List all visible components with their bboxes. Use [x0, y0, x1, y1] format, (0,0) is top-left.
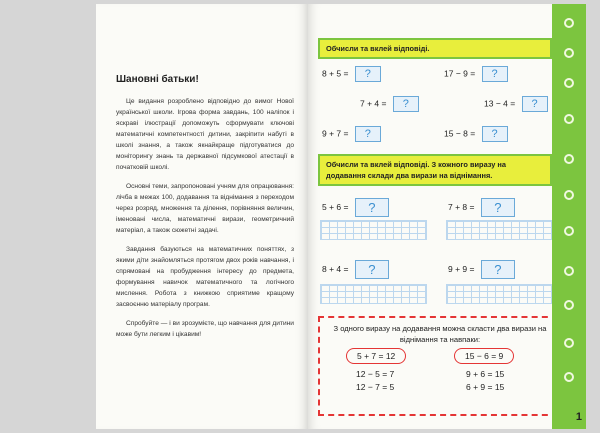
- expression-text: 9 + 7 =: [322, 128, 349, 139]
- example-line: 6 + 9 = 15: [466, 382, 505, 392]
- intro-paragraph: Основні теми, запропоновані учням для опрацювання: лічба в межах 100, додавання та віднімання з переходом через розряд, множення та ділення, порівняння величин, іменовані числа, математичні вирази, геометричний матеріал, а також сюжетні задачі.: [116, 183, 294, 234]
- task-1-expression: [444, 66, 508, 82]
- expression-text: 5 + 6 =: [322, 201, 349, 212]
- circle-icon: [564, 78, 574, 88]
- circle-icon: [564, 372, 574, 382]
- task-1-expression: [484, 96, 548, 112]
- answer-sticker-slot[interactable]: ?: [482, 126, 508, 142]
- example-subtraction-oval: 15 − 6 = 9: [454, 348, 514, 364]
- expression-text: 8 + 4 =: [322, 263, 349, 274]
- left-page: [96, 4, 308, 429]
- task-2-expression: [322, 198, 389, 217]
- intro-paragraph: Це видання розроблено відповідно до вимог Нової української школи. Ігрова форма завдань, 100 наліпок і яскраві ілюстрації допоможуть сформувати ключові математичні компетентності дитини, закріпити набуті в школі знання, а також якнайкраще підготуватися до моніторингу знань та державної підсумкової атестації в початковій школі.: [116, 98, 294, 171]
- page-title: Шановні батьки!: [116, 74, 199, 85]
- task-1-expression: [360, 96, 419, 112]
- expression-text: 9 + 9 =: [448, 263, 475, 274]
- writing-grid[interactable]: [446, 284, 553, 304]
- right-page: [308, 4, 586, 429]
- answer-sticker-slot[interactable]: ?: [481, 198, 515, 217]
- intro-paragraph: Спробуйте — і ви зрозумієте, що навчання для дитини може бути легким і цікавим!: [116, 320, 294, 338]
- answer-sticker-slot[interactable]: ?: [393, 96, 419, 112]
- example-addition-oval: 5 + 7 = 12: [346, 348, 406, 364]
- expression-text: 15 − 8 =: [444, 128, 476, 139]
- expression-text: 8 + 5 =: [322, 68, 349, 79]
- example-line: 12 − 5 = 7: [356, 369, 395, 379]
- answer-sticker-slot[interactable]: ?: [355, 126, 381, 142]
- task-1-instruction: Обчисли та вклей відповіді.: [318, 38, 552, 59]
- answer-sticker-slot[interactable]: ?: [355, 66, 381, 82]
- answer-sticker-slot[interactable]: ?: [355, 260, 389, 279]
- expression-text: 13 − 4 =: [484, 98, 516, 109]
- example-line: 12 − 7 = 5: [356, 382, 395, 392]
- answer-sticker-slot[interactable]: ?: [482, 66, 508, 82]
- example-line: 9 + 6 = 15: [466, 369, 505, 379]
- task-2-instruction: Обчисли та вклей відповіді. З кожного виразу на додавання склади два вирази на віднімання.: [318, 154, 552, 186]
- circle-icon: [564, 266, 574, 276]
- circle-icon: [564, 226, 574, 236]
- circle-icon: [564, 154, 574, 164]
- circle-icon: [564, 114, 574, 124]
- example-box: [318, 316, 558, 416]
- task-1-expression: [444, 126, 508, 142]
- intro-text: [116, 96, 294, 348]
- expression-text: 7 + 8 =: [448, 201, 475, 212]
- intro-paragraph: Завдання базуються на математичних поняттях, з якими діти знайомляться протягом двох років навчання, і спрямовані на пробудження інтересу до предмета, формування навичок математичного та логічного мислення. Робота з книжкою сприятиме кращому засвоєнню матеріалу програм.: [116, 246, 294, 308]
- task-2-expression: [448, 260, 515, 279]
- task-1-expression: [322, 66, 381, 82]
- expression-text: 7 + 4 =: [360, 98, 387, 109]
- circle-icon: [564, 338, 574, 348]
- answer-sticker-slot[interactable]: ?: [522, 96, 548, 112]
- task-1-expression: [322, 126, 381, 142]
- expression-text: 17 − 9 =: [444, 68, 476, 79]
- writing-grid[interactable]: [446, 220, 553, 240]
- circle-icon: [564, 300, 574, 310]
- circle-icon: [564, 18, 574, 28]
- circle-icon: [564, 190, 574, 200]
- writing-grid[interactable]: [320, 284, 427, 304]
- answer-sticker-slot[interactable]: ?: [355, 198, 389, 217]
- task-2-expression: [322, 260, 389, 279]
- circle-icon: [564, 48, 574, 58]
- writing-grid[interactable]: [320, 220, 427, 240]
- example-text: З одного виразу на додавання можна скласти два вирази на віднімання та навпаки:: [333, 324, 547, 344]
- task-2-expression: [448, 198, 515, 217]
- page-number: 1: [575, 411, 582, 423]
- answer-sticker-slot[interactable]: ?: [481, 260, 515, 279]
- decorative-green-strip: [552, 4, 586, 429]
